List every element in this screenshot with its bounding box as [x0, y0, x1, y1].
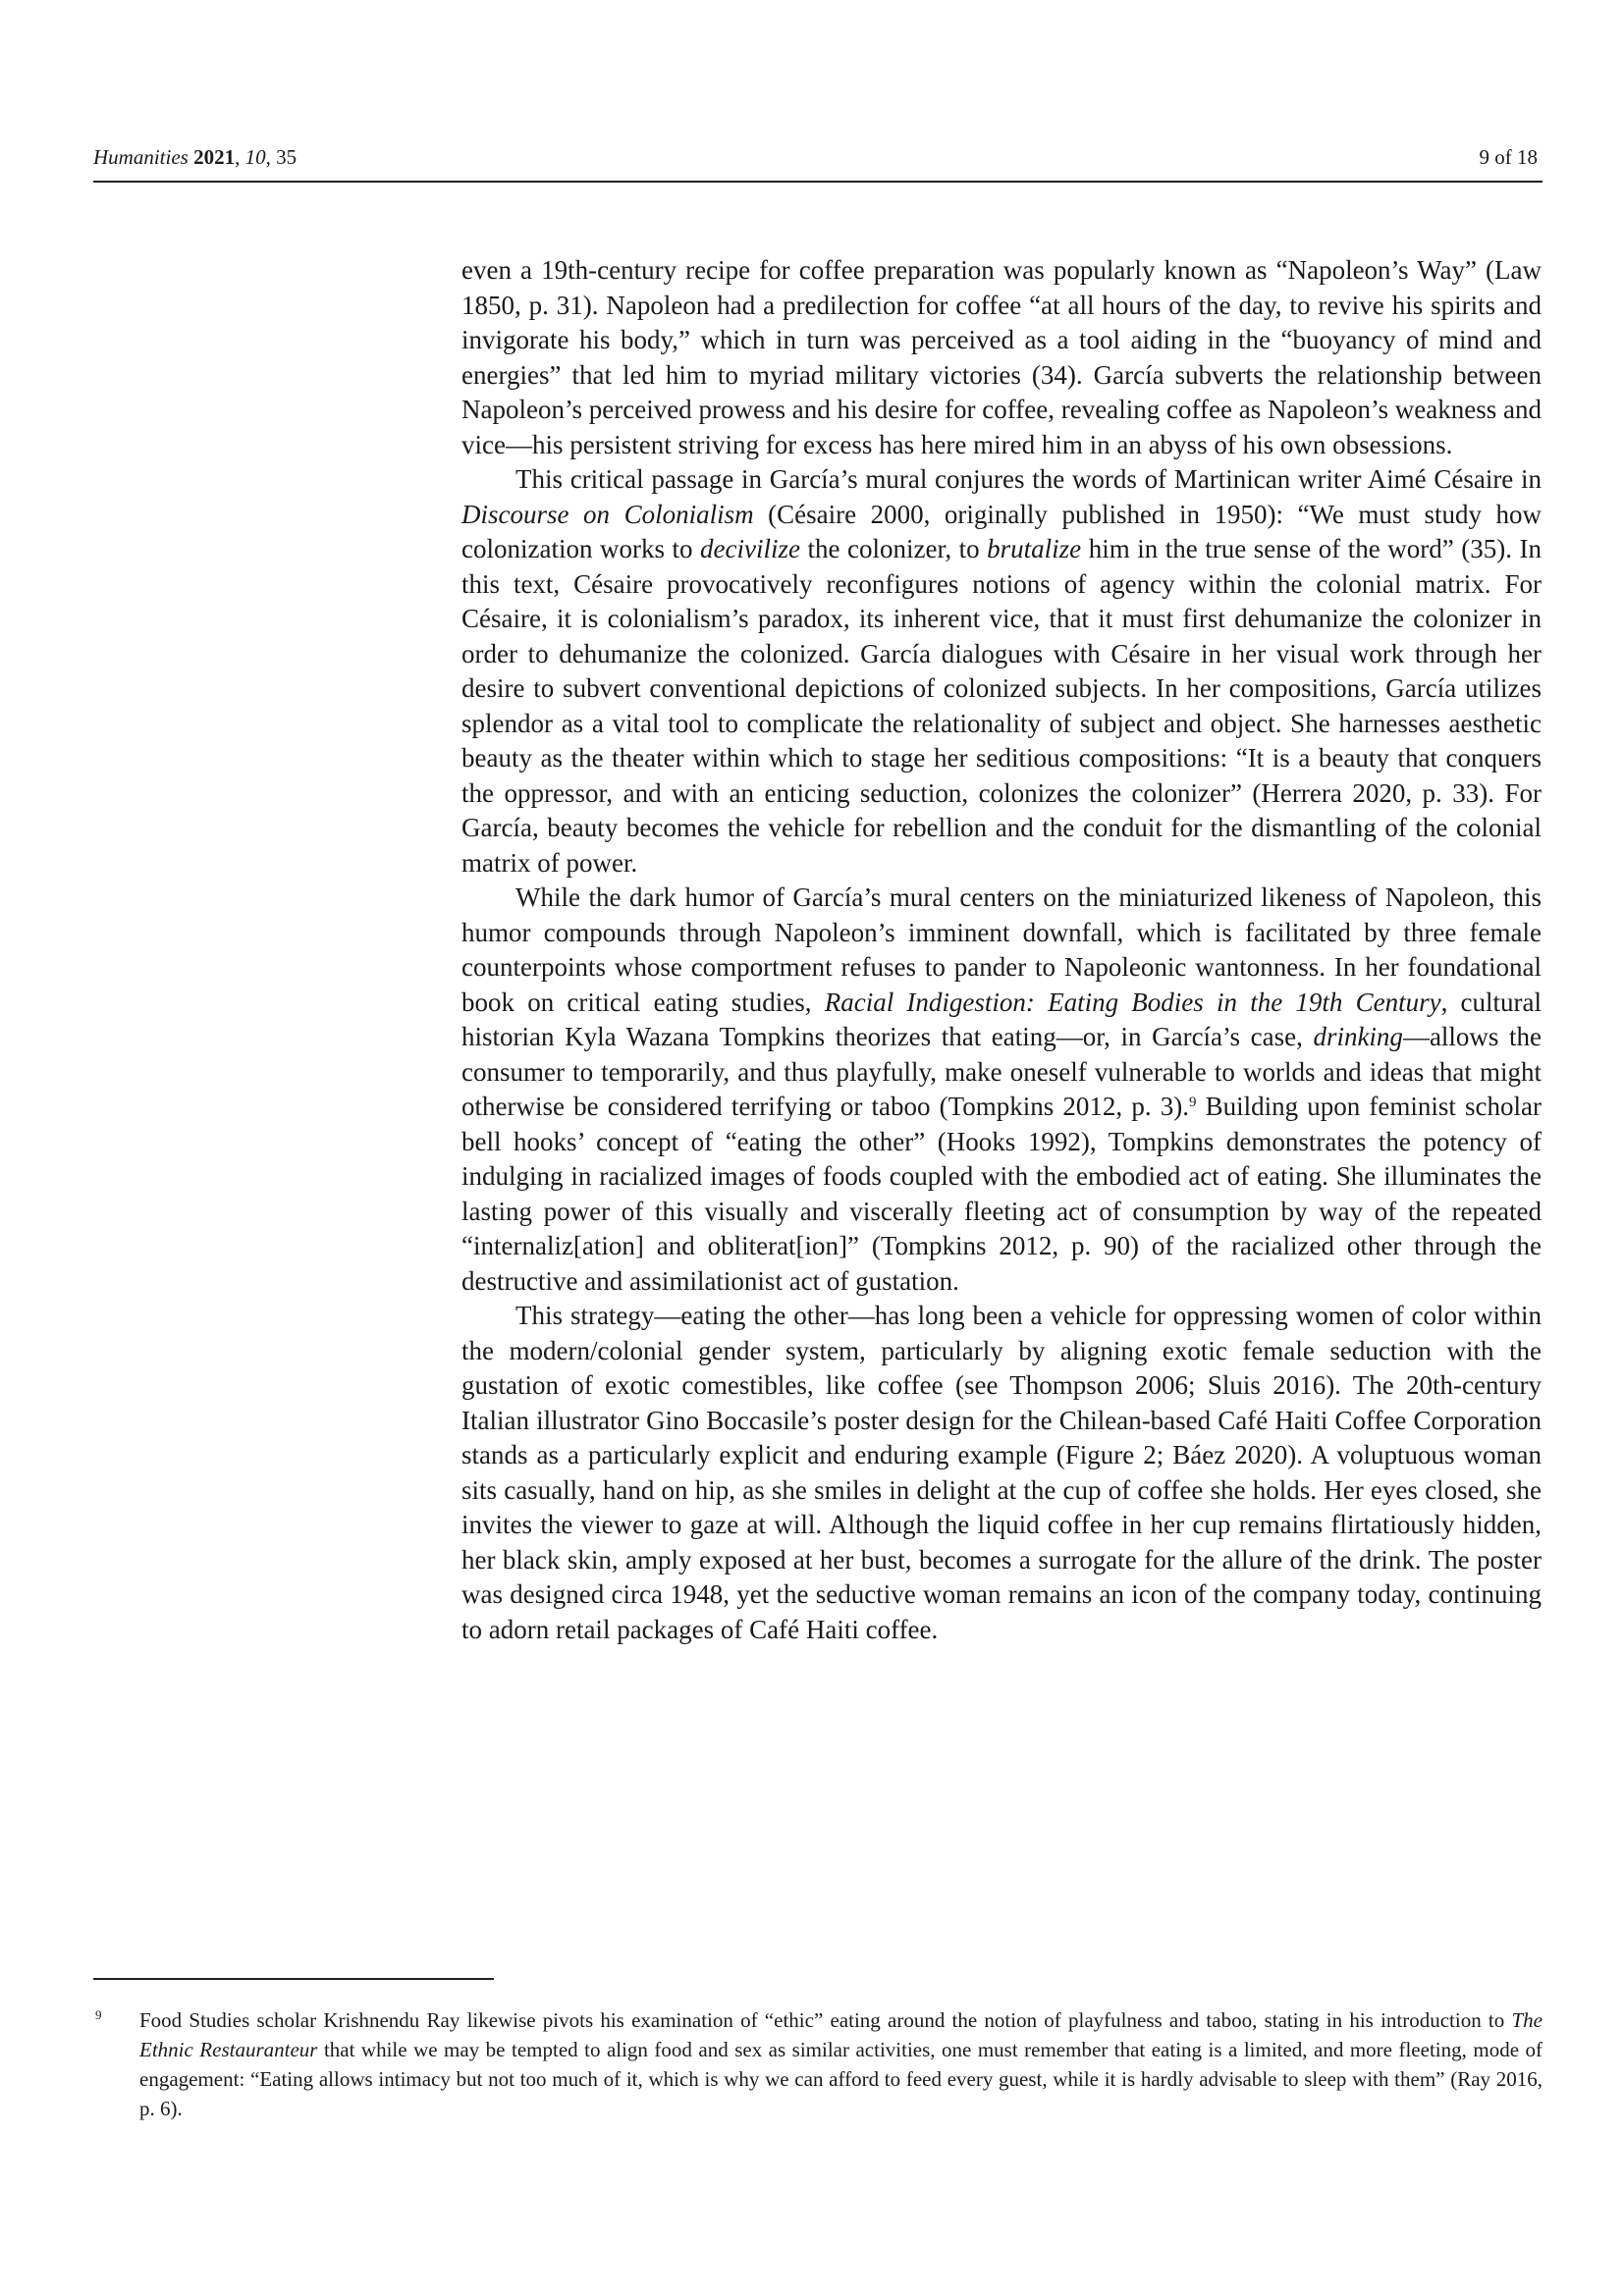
header-divider [93, 181, 1543, 183]
running-header: Humanities 2021, 10, 35 9 of 18 [93, 145, 1538, 169]
book-title: Discourse on Colonialism [461, 499, 754, 529]
emphasis: drinking [1313, 1022, 1403, 1051]
journal-name: Humanities [93, 145, 189, 169]
emphasis: decivilize [700, 534, 800, 563]
page-number: 9 of 18 [1479, 145, 1538, 169]
footnote-reference[interactable]: 9 [1188, 1095, 1197, 1110]
footnote [93, 2005, 1543, 2123]
paragraph: This strategy—eating the other—has long been a vehicle for oppressing women of color within the modern/colonial gender system, particularly by aligning exotic female seduction with the gustation of exotic comestibles, like coffee (see Thompson 2006; Sluis 2016). The 20th-century Italian illustrator Gino Boccasile’s poster design for the Chilean-based Café Haiti Coffee Corporation stands as a particularly explicit and enduring example (Figure 2; Báez 2020). A voluptuous woman sits casually, hand on hip, as she smiles in delight at the cup of coffee she holds. Her eyes closed, she invites the viewer to gaze at will. Although the liquid coffee in her cup remains flirtatiously hidden, her black skin, amply exposed at her bust, becomes a surrogate for the allure of the drink. The poster was designed circa 1948, yet the seductive woman remains an icon of the company today, continuing to adorn retail packages of Café Haiti coffee. [461, 1301, 1542, 1644]
paragraph: even a 19th-century recipe for coffee preparation was popularly known as “Napoleon’s Way” (Law 1850, p. 31). Napoleon had a predilection for coffee “at all hours of the day, to revive his spirits and invigorate his body,” which in turn was perceived as a tool aiding in the “buoyancy of mind and energies” that led him to myriad military victories (34). García subverts the relationship between Napoleon’s perceived prowess and his desire for coffee, revealing coffee as Napoleon’s weakness and vice—his persistent striving for excess has here mired him in an abyss of his own obsessions. [461, 255, 1542, 459]
footnote-divider [93, 1978, 494, 1980]
volume-number: 10 [244, 145, 266, 169]
footnote-text: Food Studies scholar Krishnendu Ray likewise pivots his examination of “ethic” eating around the notion of playfulness and taboo, stating in his introduction to The Ethnic Restauranteur that while we may be tempted to align food and sex as similar activities, one must remember that eating is a limited, and more fleeting, mode of engagement: “Eating allows intimacy but not too much of it, which is why we can afford to feed every guest, while it is hardly advisable to sleep with them” (Ray 2016, p. 6). [139, 2008, 1543, 2120]
main-text [461, 253, 1542, 1647]
book-title: The Ethnic Restauranteur [139, 2008, 1543, 2061]
article-number: 35 [276, 145, 298, 169]
publication-year: 2021 [193, 145, 236, 169]
paragraph: This critical passage in García’s mural conjures the words of Martinican writer Aimé Césaire in Discourse on Colonialism (Césaire 2000, originally published in 1950): “We must study how colonization works to decivilize the colonizer, to brutalize him in the true sense of the word” (35). In this text, Césaire provocatively reconfigures notions of agency within the colonial matrix. For Césaire, it is colonialism’s paradox, its inherent vice, that it must first dehumanize the colonizer in order to dehumanize the colonized. García dialogues with Césaire in her visual work through her desire to subvert conventional depictions of colonized subjects. In her compositions, García utilizes splendor as a vital tool to complicate the relationality of subject and object. She harnesses aesthetic beauty as the theater within which to stage her seditious compositions: “It is a beauty that conquers the oppressor, and with an enticing seduction, colonizes the colonizer” (Herrera 2020, p. 33). For García, beauty becomes the vehicle for rebellion and the conduit for the dismantling of the colonial matrix of power. [461, 464, 1542, 878]
emphasis: brutalize [987, 534, 1082, 563]
book-title: Racial Indigestion: Eating Bodies in the 19th Century [824, 987, 1441, 1017]
footnote-number: 9 [95, 2007, 102, 2022]
paragraph: While the dark humor of García’s mural centers on the miniaturized likeness of Napoleon, this humor compounds through Napoleon’s imminent downfall, which is facilitated by three female counterpoints whose comportment refuses to pander to Napoleonic wantonness. In her foundational book on critical eating studies, Racial Indigestion: Eating Bodies in the 19th Century, cultural historian Kyla Wazana Tompkins theorizes that eating—or, in García’s case, drinking—allows the consumer to temporarily, and thus playfully, make oneself vulnerable to worlds and ideas that might otherwise be considered terrifying or taboo (Tompkins 2012, p. 3).$^9$ Building upon feminist scholar bell hooks’ concept of “eating the other” (Hooks 1992), Tompkins demonstrates the potency of indulging in racialized images of foods coupled with the embodied act of eating. She illuminates the lasting power of this visually and viscerally fleeting act of consumption by way of the repeated “internaliz[ation] and obliterat[ion]” (Tompkins 2012, p. 90) of the racialized other through the destructive and assimilationist act of gustation. [461, 882, 1542, 1296]
